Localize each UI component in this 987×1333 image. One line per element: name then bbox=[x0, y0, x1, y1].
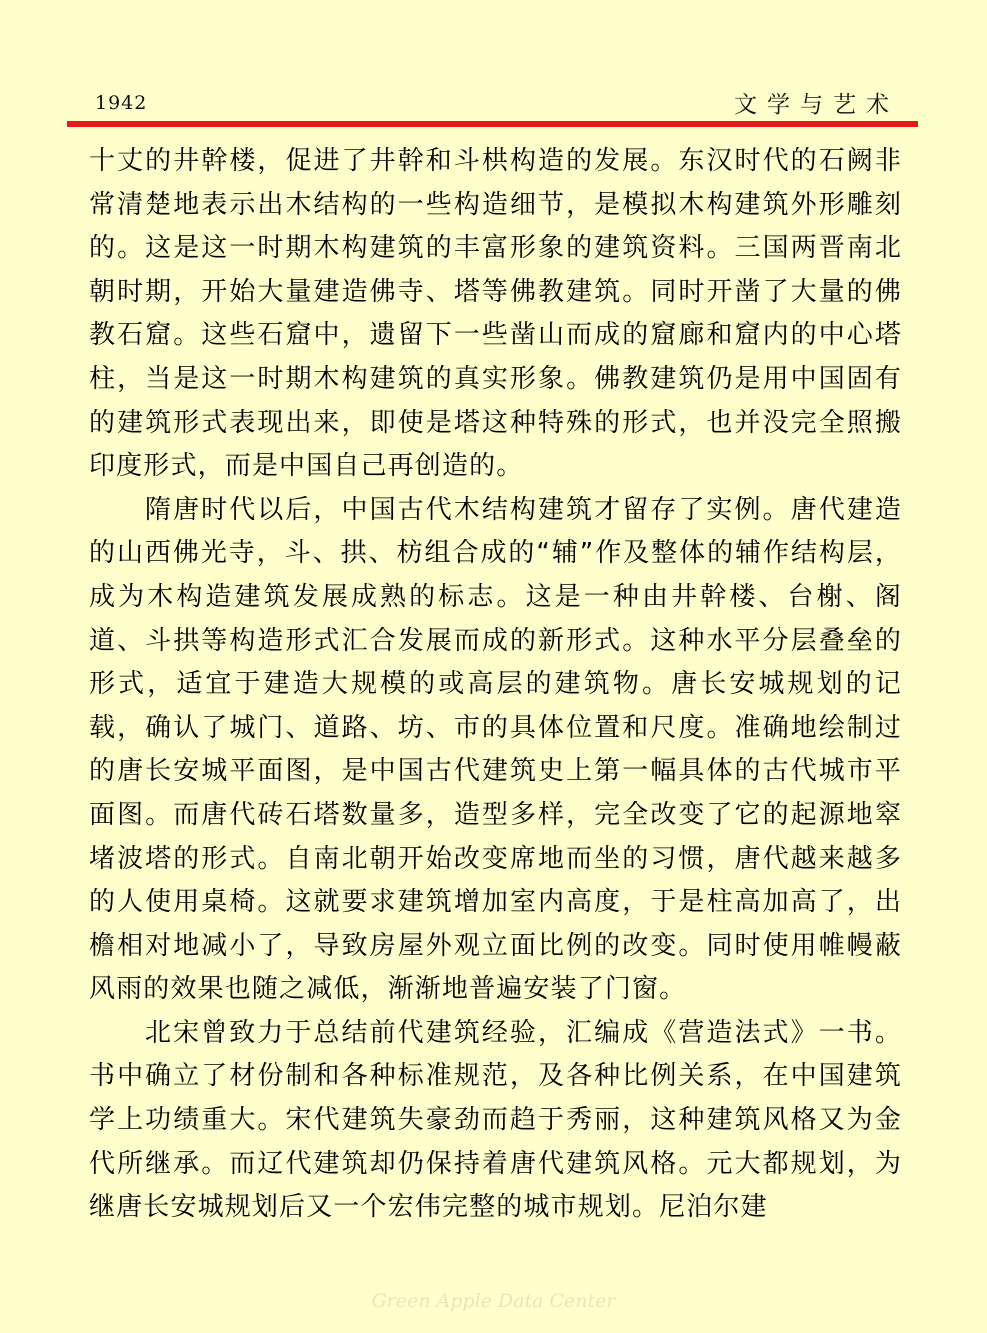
section-title: 文学与艺术 bbox=[734, 92, 899, 118]
paragraph-2: 隋唐时代以后，中国古代木结构建筑才留存了实例。唐代建造的山西佛光寺，斗、拱、枋组合成的“辅”作及整体的辅作结构层，成为木构造建筑发展成熟的标志。这是一种由井幹楼、台榭、阁道、斗拱等构造形式汇合发展而成的新形式。这种水平分层叠垒的形式，适宜于建造大规模的或高层的建筑物。唐长安城规划的记载，确认了城门、道路、坊、市的具体位置和尺度。准确地绘制过的唐长安城平面图，是中国古代建筑史上第一幅具体的古代城市平面图。而唐代砖石塔数量多，造型多样，完全改变了它的起源地窣堵波塔的形式。自南北朝开始改变席地而坐的习惯，唐代越来越多的人使用桌椅。这就要求建筑增加室内高度，于是柱高加高了，出檐相对地减小了，导致房屋外观立面比例的改变。同时使用帷幔蔽风雨的效果也随之减低，渐渐地普遍安装了门窗。 bbox=[89, 494, 902, 1005]
header-rule bbox=[67, 121, 918, 127]
paragraph-1: 十丈的井幹楼，促进了井幹和斗栱构造的发展。东汉时代的石阙非常清楚地表示出木结构的一些构造细节，是模拟木构建筑外形雕刻的。这是这一时期木构建筑的丰富形象的建筑资料。三国两晋南北朝时期，开始大量建造佛寺、塔等佛教建筑。同时开凿了大量的佛教石窟。这些石窟中，遗留下一些凿山而成的窟廊和窟内的中心塔柱，当是这一时期木构建筑的真实形象。佛教建筑仍是用中国固有的建筑形式表现出来，即使是塔这种特殊的形式，也并没完全照搬印度形式，而是中国自己再创造的。 bbox=[89, 146, 902, 482]
page-header bbox=[0, 0, 987, 130]
page-number: 1942 bbox=[95, 92, 148, 114]
body-text bbox=[89, 140, 902, 1230]
paragraph-3: 北宋曾致力于总结前代建筑经验，汇编成《营造法式》一书。书中确立了材份制和各种标准规范，及各种比例关系，在中国建筑学上功绩重大。宋代建筑失豪劲而趋于秀丽，这种建筑风格又为金代所继承。而辽代建筑却仍保持着唐代建筑风格。元大都规划，为继唐长安城规划后又一个宏伟完整的城市规划。尼泊尔建 bbox=[89, 1017, 902, 1223]
watermark: Green Apple Data Center bbox=[371, 1290, 616, 1312]
